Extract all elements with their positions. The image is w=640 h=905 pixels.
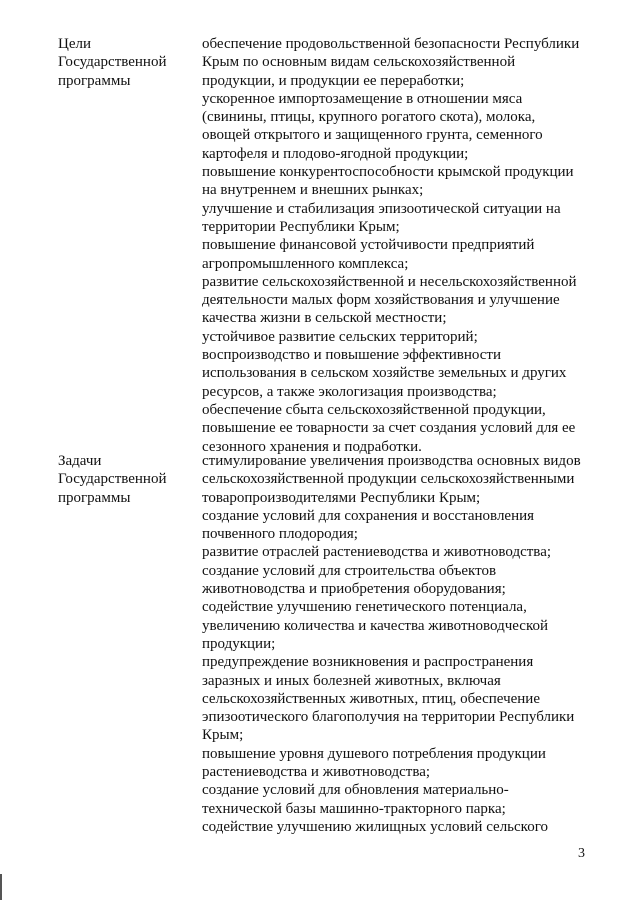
tasks-text-line: содействие улучшению жилищных условий сельского — [202, 818, 548, 835]
goals-text-line: ресурсов, а также экологизация производства; — [202, 383, 497, 400]
tasks-text-line: технической базы машинно-тракторного парка; — [202, 800, 506, 817]
goals-text-line: Крым по основным видам сельскохозяйственной — [202, 54, 516, 71]
goals-text-line: (свинины, птицы, крупного рогатого скота), молока, — [202, 109, 536, 126]
goals-text-line: территории Республики Крым; — [202, 218, 400, 235]
tasks-content — [202, 452, 602, 836]
goals-text-line: овощей открытого и защищенного грунта, семенного — [202, 127, 543, 144]
tasks-text-line: предупреждение возникновения и распространения — [202, 654, 534, 671]
goals-text-line: деятельности малых форм хозяйствования и улучшение — [202, 292, 560, 309]
tasks-text-line: почвенного плодородия; — [202, 526, 358, 543]
tasks-text-line: создание условий для обновления материально- — [202, 782, 509, 799]
goals-content — [202, 35, 602, 456]
tasks-text-line: увеличению количества и качества животноводческой — [202, 617, 548, 634]
tasks-text-line: заразных и иных болезней животных, включая — [202, 672, 501, 689]
goals-label-line: программы — [58, 72, 131, 89]
goals-text-line: воспроизводство и повышение эффективности — [202, 347, 502, 364]
goals-text-line: продукции, и продукции ее переработки; — [202, 72, 465, 89]
goals-text-line: обеспечение сбыта сельскохозяйственной продукции, — [202, 401, 546, 418]
goals-text-line: агропромышленного комплекса; — [202, 255, 409, 272]
goals-text-line: качества жизни в сельской местности; — [202, 310, 447, 327]
tasks-label-line: Государственной — [58, 471, 167, 488]
goals-text-line: использования в сельском хозяйстве земельных и других — [202, 365, 567, 382]
tasks-text-line: повышение уровня душевого потребления продукции — [202, 745, 546, 762]
page-number: 3 — [578, 846, 585, 861]
tasks-text-line: развитие отраслей растениеводства и животноводства; — [202, 544, 552, 561]
tasks-text-line: стимулирование увеличения производства основных видов — [202, 453, 581, 469]
tasks-text-line: создание условий для сохранения и восстановления — [202, 507, 535, 524]
tasks-text-line: продукции; — [202, 635, 276, 652]
goals-text-line: улучшение и стабилизация эпизоотической ситуации на — [202, 200, 561, 217]
tasks-text-line: животноводства и приобретения оборудования; — [202, 581, 506, 598]
goals-label-line: Цели — [58, 36, 92, 52]
tasks-text-line: создание условий для строительства объектов — [202, 562, 497, 579]
tasks-text-line: содействие улучшению генетического потенциала, — [202, 599, 527, 616]
goals-label-line: Государственной — [58, 54, 167, 71]
tasks-label — [58, 452, 193, 507]
tasks-text-line: товаропроизводителями Республики Крым; — [202, 489, 481, 506]
goals-text-line: картофеля и плодово-ягодной продукции; — [202, 145, 469, 162]
tasks-text-line: эпизоотического благополучия на территории Республики — [202, 709, 575, 726]
goals-text-line: на внутреннем и внешних рынках; — [202, 182, 424, 199]
tasks-text-line: сельскохозяйственной продукции сельскохозяйственными — [202, 471, 575, 488]
goals-text-line: повышение конкурентоспособности крымской продукции — [202, 164, 574, 181]
tasks-text-line: Крым; — [202, 727, 244, 744]
tasks-label-line: программы — [58, 489, 131, 506]
goals-label — [58, 35, 193, 90]
tasks-label-line: Задачи — [58, 453, 102, 469]
scan-edge-mark — [0, 874, 2, 900]
goals-text-line: обеспечение продовольственной безопасности Республики — [202, 36, 580, 52]
goals-text-line: сезонного хранения и подработки. — [202, 438, 422, 455]
tasks-text-line: растениеводства и животноводства; — [202, 764, 431, 781]
goals-text-line: устойчивое развитие сельских территорий; — [202, 328, 478, 345]
goals-text-line: развитие сельскохозяйственной и несельскохозяйственной — [202, 273, 577, 290]
goals-text-line: ускоренное импортозамещение в отношении мяса — [202, 90, 523, 107]
goals-text-line: повышение ее товарности за счет создания условий для ее — [202, 420, 576, 437]
tasks-text-line: сельскохозяйственных животных, птиц, обеспечение — [202, 690, 540, 707]
goals-text-line: повышение финансовой устойчивости предприятий — [202, 237, 535, 254]
